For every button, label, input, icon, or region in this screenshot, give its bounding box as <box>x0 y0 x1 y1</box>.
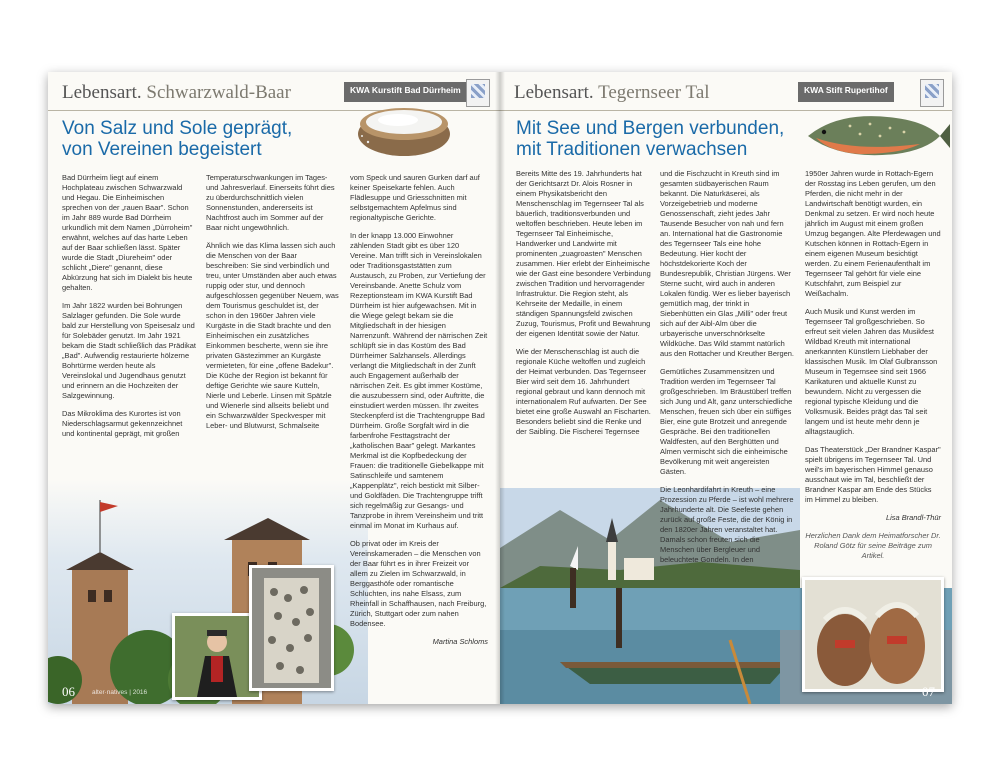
right-col2-para1: und die Fischzucht in Kreuth sind im gesamten südbayerischen Raum bekannt. Die Naturkäserei, als Vorzeigebetrieb und moderne Genossenschaft, zieht jedes Jahr Tausende Besucher von nah und fern an. International hat die Gastronomie des Tegernseer Tals eine hohe Bedeutung. Hier kocht der höchstdekorierte Koch der Bundesrepublik, Christian Jürgens. Wer Sterne sucht, wird auch in anderen Lokalen fündig. Wer es lieber bayerisch gemütlich mag, der trinkt in Siebenhütten ein Glas „Milli" oder freut sich auf der Aibl-Alm über die urbayerische unverschnörkselte Wildküche. Das Wild stammt natürlich aus den Rottacher und Kreuther Bergen. <box>660 169 794 358</box>
right-section-region: Tegernseer Tal <box>598 82 710 103</box>
right-credit-note: Herzlichen Dank dem Heimatforscher Dr. Roland Götz für seine Beiträge zum Artikel. <box>805 531 941 560</box>
right-headline <box>516 118 806 160</box>
left-col2-para2: Ähnlich wie das Klima lassen sich auch die Menschen von der Baar beschreiben: Sie sind verbindlich und treu, unter Umständen aber auch etwas ruppig oder stur, und dennoch aufgeschlossen gegenüber Neuem, was dem Tourismus geschuldet ist, der schon in den 1960er Jahren viele Kurgäste in die Stadt brachte und den Einheimischen ein zusätzliches Einkommen bescherte, wenn sie ihre privaten Gästezimmer an Kurgäste vermieteten, für eine „offene Badekur". Die Küche der Region ist bekannt für deftige Gerichte wie saure Kutteln, Nierle und Leberle. Linsen mit Spätzle und Wienerle sind allseits beliebt und ein Schwarzwälder Speckvesper mit Leber- und Blutwurst, Schmalseite <box>206 241 339 430</box>
left-section-title: Lebensart. <box>62 82 142 103</box>
decorated-horses-image <box>805 580 941 689</box>
right-headline-line1: Mit See und Bergen verbunden, <box>516 118 785 139</box>
left-col1-para1: Bad Dürrheim liegt auf einem Hochplateau zwischen Schwarzwald und Hegau. Die Einheimischen sprechen von der „rauen Baar". Schon im Jahr 889 wurde Bad Dürrheim urkundlich mit dem Namen „Dùrroheim" erwähnt, welches auf das harte Leben auf der Baar schließen lässt. Später wurde die Stadt „Dìureheim" oder schlicht „Diere" genannt, diese Abkürzung hat sich im Dialekt bis heute gehalten. <box>62 173 193 292</box>
left-col1-para3: Das Mikroklima des Kurortes ist von Niederschlagsarmut gekennzeichnet und kontinental geprägt, mit großen <box>62 409 183 438</box>
right-column-3 <box>805 169 941 569</box>
left-headline-line2: von Vereinen begeistert <box>62 139 262 160</box>
left-section-region: Schwarzwald-Baar <box>146 82 291 103</box>
left-page <box>48 72 500 704</box>
right-col3-para1: 1950er Jahren wurde in Rottach-Egern der Rosstag ins Leben gerufen, um den Pferden, die nicht mehr in der Landwirtschaft benötigt wurden, ein Denkmal zu setzen. Er wird noch heute jährlich im August mit einem großen Umzug begangen. Alte Pferdewagen und Kutschen können in Rottach-Egern in einem eigenen Museum besichtigt werden. Zu einem Ferienaufenthalt im Tegernseer Tal gehört für viele eine Kutschfahrt, zum Beispiel zur Weißachalm. <box>805 169 941 298</box>
right-col2-para3: Die Leonhardifahrt in Kreuth – eine Prozession zu Pferde – ist wohl mehrere Jahrhunderte alt. Die Seefeste gehen zurück auf große Feste, die der König in den 1820er Jahren veranstaltet hat. Damals schon freuten sich die Menschen über Bergleuer und beleuchtete Gondeln. In den <box>660 485 794 564</box>
trout-fish-image <box>800 100 950 170</box>
right-col1-para2: Wie der Menschenschlag ist auch die regionale Küche weltoffen und zugleich der Heimat verbunden. Das Tegernseer Bier wird seit dem 16. Jahrhundert regional gebraut und kann dennoch mit internationalem Ruf aufwarten. Der See bietet eine große Auswahl an Fischarten. Besonders beliebt sind die Renke und der Saibling. Die Fischerei Tegernsee <box>516 347 651 436</box>
left-col3-para1: vom Speck und sauren Gurken darf auf keiner Speisekarte fehlen. Auch Flädlesuppe und Griesschnitten mit selbstgemachtem Apfelmus sind regionaltypische Gerichte. <box>350 173 480 222</box>
left-headline <box>62 118 362 160</box>
left-column-2 <box>206 173 340 439</box>
right-section-title: Lebensart. <box>514 82 594 103</box>
left-column-1 <box>62 173 196 447</box>
left-headline-line1: Von Salz und Sole geprägt, <box>62 118 293 139</box>
right-col3-para2: Auch Musik und Kunst werden im Tegernseer Tal großgeschrieben. So erfreut seit vielen Jahren das Musikfest Wildbad Kreuth mit international anerkannten Künstlern Liebhaber der klassischen Musik. Im Olaf Gulbransson Museum in Tegernsee sind seit 1966 Karikaturen und aktuelle Kunst zu bewundern. Nicht zu vergessen die regional typische Kleidung und die Volksmusik. Beides prägt das Tal seit langem und ist heute mehr denn je alltagstauglich. <box>805 307 938 436</box>
woman-in-traditional-dress-image <box>175 616 259 697</box>
left-signature: Martina Schloms <box>432 637 488 646</box>
right-col3-para3: Das Theaterstück „Der Brandner Kaspar" spielt übrigens im Tegernseer Tal. Und weil's im bayerischen Himmel genauso ausschaut wie im Tal, beschließt der Brandner Kaspar am Ende des Stücks im Himmel zu bleiben. <box>805 445 941 504</box>
left-col1-para2: Im Jahr 1822 wurden bei Bohrungen Salzlager gefunden. Die Sole wurde bald zur Herstellung von Speisesalz und für Solebäder genutzt. Im Jahr 1921 bekam die Stadt schließlich das Prädikat „Bad". Aufwendig restaurierte hölzerne Bohrtürme werden heute als Vereinslokal und Jugendhaus genutzt und erinnern an die Hochzeiten der Salzgewinnung. <box>62 301 196 400</box>
magazine-spread <box>48 72 952 704</box>
right-kwa-tag: KWA Stift Rupertihof <box>798 82 894 102</box>
right-column-1 <box>516 169 653 445</box>
left-crest-icon <box>466 79 490 107</box>
left-section-label <box>62 82 291 104</box>
right-section-label <box>514 82 710 104</box>
left-col3-para3: Ob privat oder im Kreis der Vereinskameraden – die Menschen von der Baar führt es in ihrer Freizeit vor allem zu Zielen im Schwarzwald, in Berggasthöfe oder romantische Schluchten, ins nahe Elsass, zum Rheinfall in Schaffhausen, nach Freiburg, Zürich, Stuttgart oder zum nahen Bodensee. <box>350 539 487 628</box>
right-page-number: 07 <box>922 684 935 699</box>
left-column-3 <box>350 173 488 655</box>
left-page-number: 06 <box>62 684 75 699</box>
carnival-costume-image <box>252 568 331 688</box>
left-col2-para1: Temperaturschwankungen im Tages- und Jahresverlauf. Einerseits führt dies zu überdurchschnittlich vielen Sonnenstunden, andererseits ist Nachtfrost auch im Sommer auf der Baar nicht ungewöhnlich. <box>206 173 335 232</box>
right-column-2 <box>660 169 795 573</box>
right-headline-line2: mit Traditionen verwachsen <box>516 139 748 160</box>
right-col1-para1: Bereits Mitte des 19. Jahrhunderts hat der Gerichtsarzt Dr. Alois Rosner in einem Physikatsbericht den Menschenschlag im Tegernseer Tal als bäuerlich, traditionsverbunden und weltoffen beschrieben. Heute leben im Tegernseer Tal Einheimische, Handwerker und Landwirte mit prominenten „zuagroasten" Menschen zusammen. Hier erlebt der Einheimische wie der Gast eine besondere Verbindung zwischen Tradition und hervorragender Infrastruktur. Die Region steht, als Kehrseite der Medaille, in einem ständigen Spannungsfeld zwischen Zuzug, Tourismus, Profit und Bewahrung der eigenen Identität sowie der Natur. <box>516 169 651 338</box>
right-page <box>500 72 952 704</box>
right-col2-para2: Gemütliches Zusammensitzen und Tradition werden im Tegernseer Tal großgeschrieben. Im Bräustüberl treffen sich Jung und Alt, ganz unterschiedliche Menschen, freuen sich über ein süffiges Bier, eine gute Brotzeit und anregende Gespräche. Bei den traditionellen Waldfesten, auf den Berghütten und Almen vermischt sich die einheimische Bevölkerung mit weit angereisten Gästen. <box>660 367 793 476</box>
spread-gutter <box>495 72 505 704</box>
magazine-footer: alter·natives | 2016 <box>92 689 148 696</box>
left-kwa-tag: KWA Kurstift Bad Dürrheim <box>344 82 467 102</box>
left-col3-para2: In der knapp 13.000 Einwohner zählenden Stadt gibt es über 120 Vereine. Man trifft sich in Vereinslokalen oder Traditionsgaststätten zum Austausch, zu Proben, zur Vertiefung der Vereinsbande. Anette Schulz vom Rezeptionsteam im KWA Kurstift Bad Dürrheim ist hier aufgewachsen. Mit in die Wiege gelegt bekam sie die Mitgliedschaft in der hiesigen Narrenzunft. Während der närrischen Zeit schlüpft sie in das Kostüm des Bad Dürrheimer Salzhansels. Allerdings verlangt die Mitgliedschaft in der Zunft auch Engagement außerhalb der närrischen Zeit. Es gibt immer Kostüme, die auszubessern sind, oder Auftritte, die einstudiert werden müssen. Ihr zweites Steckenpferd ist die Trachtengruppe Bad Dürrheim. Große Sorgfalt wird in die farbenfrohe Festtagstracht der „katholischen Baar" gelegt. Markantes Merkmal ist die Kopfbedeckung der Frauen: die traditionelle Giebelkappe mit Satinschleife und samtenem „Kappenplätz", reich bestickt mit Silber- und Goldfäden. Die Trachtengruppe trifft sich regelmäßig zur Gesangs- und Tanzprobe in ihrem Vereinsheim und tritt einmal im Monat im Kurhaus auf. <box>350 231 488 530</box>
right-signature: Lisa Brandl-Thür <box>886 513 941 522</box>
horses-photo <box>802 577 944 692</box>
salzhansel-costume-photo <box>249 565 334 691</box>
